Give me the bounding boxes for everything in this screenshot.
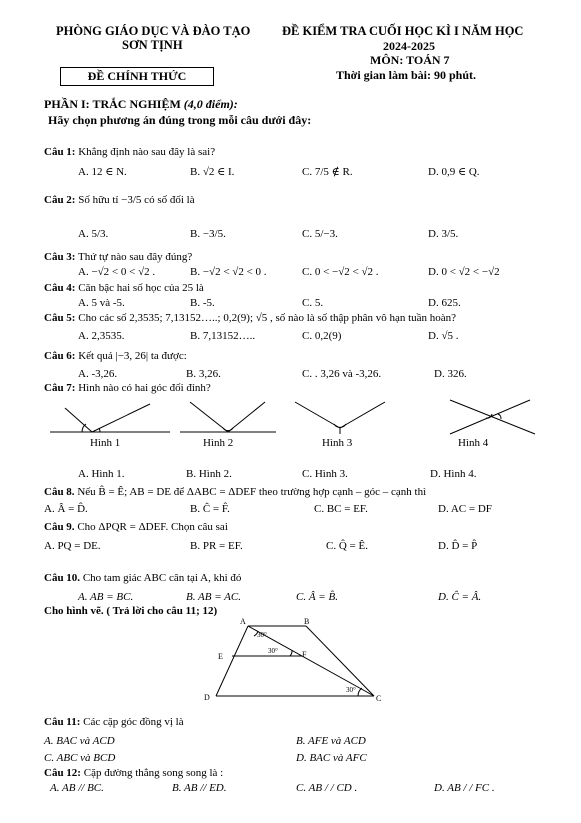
q1-option-b[interactable]: B. √2 ∈ I. [190, 166, 235, 178]
q9-option-c[interactable]: C. Q̂ = Ê. [326, 540, 368, 552]
q-label: Câu 12: [44, 767, 81, 779]
q-text: Hình nào có hai góc đối đỉnh? [78, 382, 211, 394]
point-A: A [240, 617, 246, 626]
q-text: Khẳng định nào sau đây là sai? [78, 146, 216, 158]
question-2 [44, 194, 195, 206]
angle-label-A: 30° [257, 631, 267, 639]
q3-option-a[interactable]: A. −√2 < 0 < √2 . [78, 266, 156, 278]
q4-option-d[interactable]: D. 625. [428, 297, 461, 309]
q12-option-d[interactable]: D. AB / / FC . [434, 782, 495, 794]
q6-option-b[interactable]: B. 3,26. [186, 368, 221, 380]
question-6 [44, 350, 187, 362]
q12-option-a[interactable]: A. AB // BC. [50, 782, 104, 794]
q9-option-b[interactable]: B. PR = EF. [190, 540, 243, 552]
q11-option-d[interactable]: D. BAC và AFC [296, 752, 367, 764]
exam-time: Thời gian làm bài: 90 phút. [336, 68, 477, 82]
q12-option-c[interactable]: C. AB / / CD . [296, 782, 358, 794]
q3-option-d[interactable]: D. 0 < √2 < −√2 [428, 266, 500, 278]
point-E: E [218, 652, 223, 661]
q10-option-a[interactable]: A. AB = BC. [78, 591, 134, 603]
figure-1-label: Hình 1 [90, 437, 121, 449]
figure-4 [450, 400, 535, 434]
subject: MÔN: TOÁN 7 [370, 53, 450, 67]
q2-option-d[interactable]: D. 3/5. [428, 228, 459, 240]
q1-option-a[interactable]: A. 12 ∈ N. [78, 166, 127, 178]
q9-option-d[interactable]: D. D̂ = P̂ [438, 540, 478, 552]
official-badge: ĐỀ CHÍNH THỨC [60, 67, 214, 86]
q-label: Câu 4: [44, 282, 76, 294]
q-label: Câu 3: [44, 251, 76, 263]
figure-4-label: Hình 4 [458, 437, 489, 449]
q-text: Cho các số 2,3535; 7,13152…..; 0,2(9); √5 , số nào là số thập phân vô hạn tuần hoàn? [78, 312, 457, 324]
question-5 [44, 312, 456, 324]
q11-option-b[interactable]: B. AFE và ACD [296, 735, 366, 747]
department-name: PHÒNG GIÁO DỤC VÀ ĐÀO TẠO [56, 24, 251, 38]
geometry-diagram [196, 614, 396, 706]
point-B: B [304, 617, 310, 626]
q-text: Cho ΔPQR = ΔDEF. Chọn câu sai [77, 521, 228, 533]
q3-option-c[interactable]: C. 0 < −√2 < √2 . [302, 266, 379, 278]
q4-option-c[interactable]: C. 5. [302, 297, 324, 309]
q-label: Câu 1: [44, 146, 76, 158]
q-label: Câu 10. [44, 572, 81, 584]
q11-option-a[interactable]: A. BAC và ACD [44, 735, 115, 747]
school-year: 2024-2025 [383, 39, 435, 53]
instruction: Hãy chọn phương án đúng trong mỗi câu dưới đây: [48, 113, 312, 127]
q-text: Số hữu tỉ −3/5 có số đối là [78, 194, 195, 206]
figure-3-label: Hình 3 [322, 437, 353, 449]
q7-option-c[interactable]: C. Hình 3. [302, 468, 348, 480]
q-text: Thứ tự nào sau đây đúng? [78, 251, 193, 263]
q8-option-d[interactable]: D. AC = DF [438, 503, 492, 515]
q2-option-c[interactable]: C. 5/−3. [302, 228, 338, 240]
q5-option-a[interactable]: A. 2,3535. [78, 330, 125, 342]
question-10 [44, 572, 241, 584]
q6-option-d[interactable]: D. 326. [434, 368, 467, 380]
question-11 [44, 716, 184, 728]
q-label: Câu 2: [44, 194, 76, 206]
q-text: Kết quả |−3, 26| ta được: [78, 350, 187, 362]
figure-2 [180, 402, 276, 432]
q11-option-c[interactable]: C. ABC và BCD [44, 752, 116, 764]
q-label: Câu 11: [44, 716, 81, 728]
q7-option-a[interactable]: A. Hình 1. [78, 468, 125, 480]
district-name: SƠN TỊNH [122, 38, 183, 52]
question-3 [44, 251, 192, 263]
q5-option-b[interactable]: B. 7,13152….. [190, 330, 256, 342]
q6-option-a[interactable]: A. -3,26. [78, 368, 118, 380]
angle-label-F: 30° [268, 647, 278, 655]
q-label: Câu 6: [44, 350, 76, 362]
q5-option-d[interactable]: D. √5 . [428, 330, 459, 342]
point-C: C [376, 694, 382, 703]
q4-option-a[interactable]: A. 5 và -5. [78, 297, 125, 309]
q5-option-c[interactable]: C. 0,2(9) [302, 330, 342, 342]
figure-3 [295, 402, 385, 434]
q10-option-c[interactable]: C. Â = B̂. [296, 591, 338, 603]
q8-option-b[interactable]: B. Ĉ = F̂. [190, 503, 230, 515]
q1-option-c[interactable]: C. 7/5 ∉ R. [302, 166, 353, 178]
q3-option-b[interactable]: B. −√2 < √2 < 0 . [190, 266, 267, 278]
point-D: D [204, 693, 210, 702]
q6-option-c[interactable]: C. . 3,26 và -3,26. [302, 368, 382, 380]
q10-option-d[interactable]: D. Ĉ = Â. [438, 591, 482, 603]
part1-score: (4,0 điểm): [183, 97, 238, 111]
q-text: Cặp đường thẳng song song là : [83, 767, 224, 779]
question-4 [44, 282, 204, 294]
q-label: Câu 5: [44, 312, 76, 324]
q-label: Câu 9. [44, 521, 75, 533]
q10-option-b[interactable]: B. AB = AC. [186, 591, 241, 603]
exam-title: ĐỀ KIỂM TRA CUỐI HỌC KÌ I NĂM HỌC [282, 24, 524, 38]
q-text: Căn bậc hai số học của 25 là [78, 282, 204, 294]
point-F: F [302, 650, 307, 659]
part1-title: PHẦN I: TRẮC NGHIỆM [44, 97, 181, 111]
q-text: Cho tam giác ABC cân tại A, khi đó [82, 572, 242, 584]
q12-option-b[interactable]: B. AB // ED. [172, 782, 227, 794]
q1-option-d[interactable]: D. 0,9 ∈ Q. [428, 166, 480, 178]
q-text: Các cặp góc đồng vị là [83, 716, 184, 728]
q-label: Câu 7: [44, 382, 76, 394]
figure-intro: Cho hình vẽ. ( Trả lời cho câu 11; 12) [44, 605, 218, 617]
angle-label-C: 30° [346, 686, 356, 694]
question-9 [44, 521, 228, 533]
figure-2-label: Hình 2 [203, 437, 234, 449]
q7-option-b[interactable]: B. Hình 2. [186, 468, 232, 480]
part1-heading [44, 97, 238, 112]
q-label: Câu 8. [44, 486, 75, 498]
q7-option-d[interactable]: D. Hình 4. [430, 468, 477, 480]
q2-option-b[interactable]: B. −3/5. [190, 228, 226, 240]
q2-option-a[interactable]: A. 5/3. [78, 228, 109, 240]
question-8 [44, 486, 426, 498]
q-text: Nếu B̂ = Ê; AB = DE để ΔABC = ΔDEF theo trường hợp cạnh – góc – cạnh thì [77, 486, 427, 498]
figure-1 [50, 404, 170, 432]
question-12 [44, 767, 223, 779]
q8-option-c[interactable]: C. BC = EF. [314, 503, 368, 515]
question-1 [44, 146, 215, 158]
q4-option-b[interactable]: B. -5. [190, 297, 215, 309]
q8-option-a[interactable]: A. Â = D̂. [44, 503, 88, 515]
q9-option-a[interactable]: A. PQ = DE. [44, 540, 101, 552]
